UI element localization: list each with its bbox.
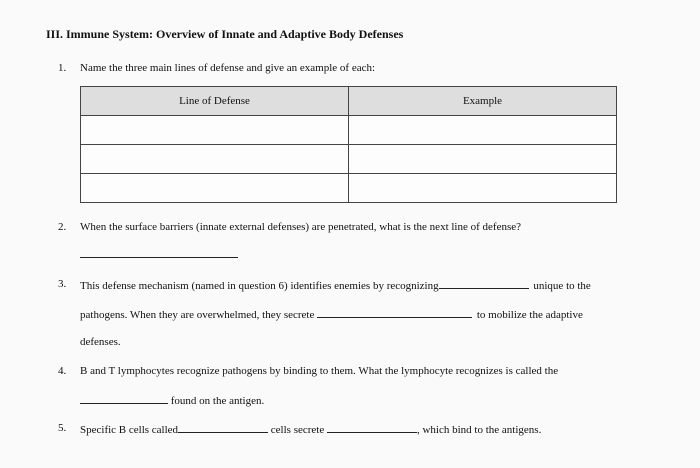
worksheet-section-heading: III. Immune System: Overview of Innate and Adaptive Body Defenses: [46, 27, 404, 41]
q5-text-part2: cells secrete: [270, 424, 325, 436]
q2-text: When the surface barriers (innate external defenses) are penetrated, what is the next line of defense?: [80, 221, 522, 233]
q5-text-part3: , which bind to the antigens.: [416, 424, 542, 436]
table-cell-example[interactable]: [349, 174, 617, 203]
table-cell-line-of-defense[interactable]: [81, 145, 349, 174]
table-header-example: Example: [349, 87, 617, 116]
q2-answer-line[interactable]: [80, 247, 238, 261]
table-cell-line-of-defense[interactable]: [81, 116, 349, 145]
q4-line2: [80, 393, 264, 407]
q4-number: 4.: [58, 365, 67, 377]
q5-line: [80, 422, 541, 436]
table-row: [81, 116, 617, 145]
q3-text-part1: This defense mechanism (named in question 6) identifies enemies by recognizing: [80, 280, 439, 292]
q4-text-part1: B and T lymphocytes recognize pathogens by binding to them. What the lymphocyte recognizes is called the: [80, 365, 559, 377]
table-cell-example[interactable]: [349, 116, 617, 145]
defense-table: [80, 86, 617, 203]
q3-text-part2: unique to the: [533, 280, 591, 292]
q3-line2: [80, 307, 583, 321]
q3-text-part4: to mobilize the adaptive: [476, 309, 583, 321]
q3-line3: defenses.: [80, 336, 121, 348]
table-cell-example[interactable]: [349, 145, 617, 174]
q5-text-part1: Specific B cells called: [80, 424, 179, 436]
q1-number: 1.: [58, 62, 67, 74]
q1-text: Name the three main lines of defense and give an example of each:: [80, 62, 376, 74]
q3-blank-1[interactable]: [439, 278, 529, 289]
q5-number: 5.: [58, 422, 67, 434]
table-row: [81, 145, 617, 174]
q3-blank-2[interactable]: [317, 307, 472, 318]
q5-blank-1[interactable]: [178, 422, 268, 433]
table-header-line-of-defense: Line of Defense: [81, 87, 349, 116]
q4-text-part2: found on the antigen.: [170, 395, 265, 407]
table-row: [81, 174, 617, 203]
q3-text-part3: pathogens. When they are overwhelmed, they secrete: [80, 309, 315, 321]
q4-blank-1[interactable]: [80, 393, 168, 404]
q3-line1: [80, 278, 591, 292]
q2-number: 2.: [58, 221, 67, 233]
q3-number: 3.: [58, 278, 67, 290]
q5-blank-2[interactable]: [327, 422, 417, 433]
table-cell-line-of-defense[interactable]: [81, 174, 349, 203]
table-header-row: [81, 87, 617, 116]
